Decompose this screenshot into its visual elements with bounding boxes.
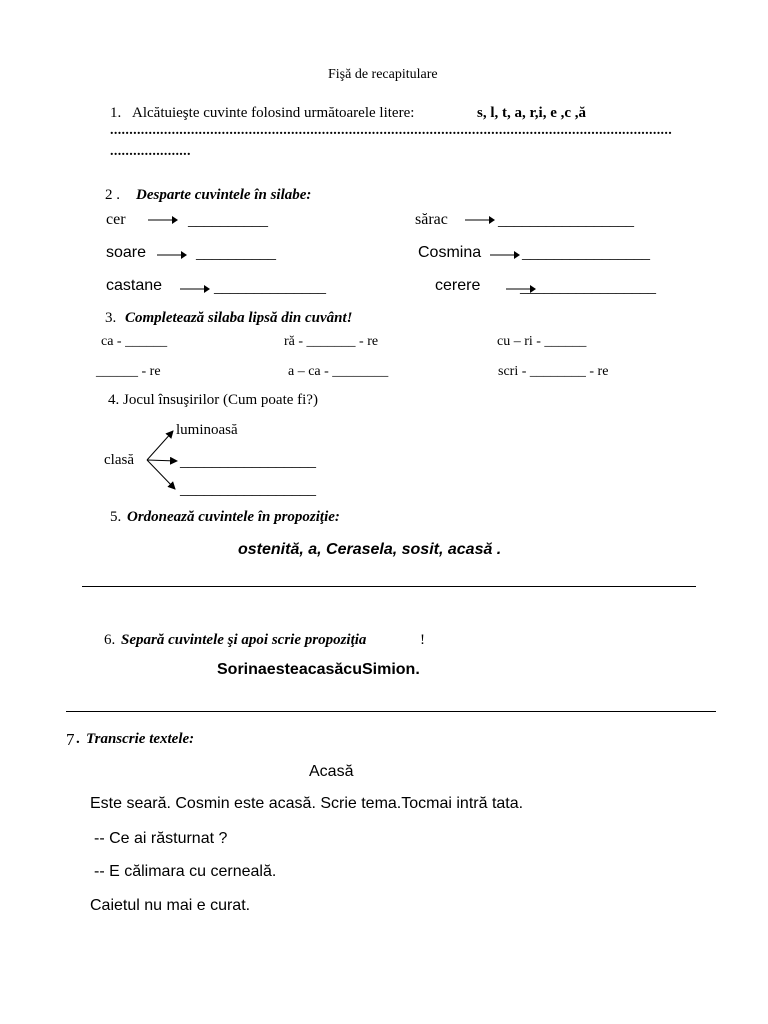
story-line: -- Ce ai răsturnat ?: [94, 830, 228, 847]
story-line: -- E călimara cu cerneală.: [94, 863, 277, 880]
ex7-dot: .: [76, 731, 80, 747]
ex2-blank-cerere: _________________: [520, 279, 656, 296]
ex5-number: 5.: [110, 509, 122, 525]
ex6-text: SorinaesteacasăcuSimion.: [217, 661, 420, 678]
story-line: Este seară. Cosmin este acasă. Scrie tema.Tocmai intră tata.: [90, 795, 524, 812]
ex2-blank-sarac: _________________: [498, 212, 634, 229]
ex2-title: Desparte cuvintele în silabe:: [136, 187, 312, 203]
arrow-icon: [490, 250, 520, 260]
ex2-word-soare: soare: [106, 244, 147, 261]
ex2-word-cosmina: Cosmina: [418, 244, 482, 261]
ex2-word-sarac: sărac: [415, 211, 448, 228]
ex1-dots-line1: ..................................................................................................................................................: [110, 123, 673, 138]
page-title: Fişă de recapitulare: [328, 67, 438, 82]
ex4-blank: _________________: [180, 481, 316, 498]
ex2-blank-cer: __________: [188, 212, 268, 229]
arrow-icon: [148, 215, 178, 225]
ex3-item: a – ca - ________: [288, 364, 389, 379]
ex4-blank: _________________: [180, 453, 316, 470]
arrow-icon: [465, 215, 495, 225]
ex4-root-word: clasă: [104, 452, 134, 468]
ex5-title: Ordonează cuvintele în propoziţie:: [127, 509, 340, 525]
ex1-dots-line2: .....................: [110, 144, 191, 159]
ex3-item: ră - _______ - re: [284, 334, 379, 349]
ex1-instruction: Alcătuieşte cuvinte folosind următoarele litere:: [132, 105, 415, 121]
ex4-answer: luminoasă: [176, 422, 238, 438]
ex5-words: ostenită, a, Cerasela, sosit, acasă .: [238, 541, 502, 558]
ex3-item: ca - ______: [101, 334, 168, 349]
ex1-letters: s, l, t, a, r,i, e ,c ,ă: [477, 105, 587, 121]
ex3-item: scri - ________ - re: [498, 364, 609, 379]
ex6-answer-line: [66, 711, 716, 712]
ex3-number: 3.: [105, 310, 117, 326]
ex2-number: 2 .: [105, 187, 120, 203]
ex3-item: cu – ri - ______: [497, 334, 587, 349]
ex6-number: 6.: [104, 632, 116, 648]
ex6-title: Separă cuvintele şi apoi scrie propoziţia: [121, 632, 367, 648]
ex2-blank-cosmina: ________________: [522, 245, 650, 262]
ex2-word-cerere: cerere: [435, 277, 481, 294]
arrow-icon: [180, 284, 210, 294]
ex6-exclamation: !: [420, 632, 425, 648]
ex7-title: Transcrie textele:: [86, 731, 195, 747]
story-title: Acasă: [309, 763, 354, 780]
ex7-number: 7: [66, 730, 75, 749]
ex2-word-cer: cer: [106, 211, 126, 228]
ex2-blank-castane: ______________: [214, 279, 326, 296]
ex3-item: ______ - re: [96, 364, 161, 379]
story-line: Caietul nu mai e curat.: [90, 897, 251, 914]
ex2-blank-soare: __________: [196, 245, 276, 262]
arrow-icon: [157, 250, 187, 260]
ex4-title: 4. Jocul însuşirilor (Cum poate fi?): [108, 392, 318, 408]
branch-arrows-icon: [143, 425, 183, 495]
ex1-number: 1.: [110, 105, 122, 121]
ex5-answer-line: [82, 586, 696, 587]
ex2-word-castane: castane: [106, 277, 163, 294]
ex3-title: Completează silaba lipsă din cuvânt!: [125, 310, 353, 326]
